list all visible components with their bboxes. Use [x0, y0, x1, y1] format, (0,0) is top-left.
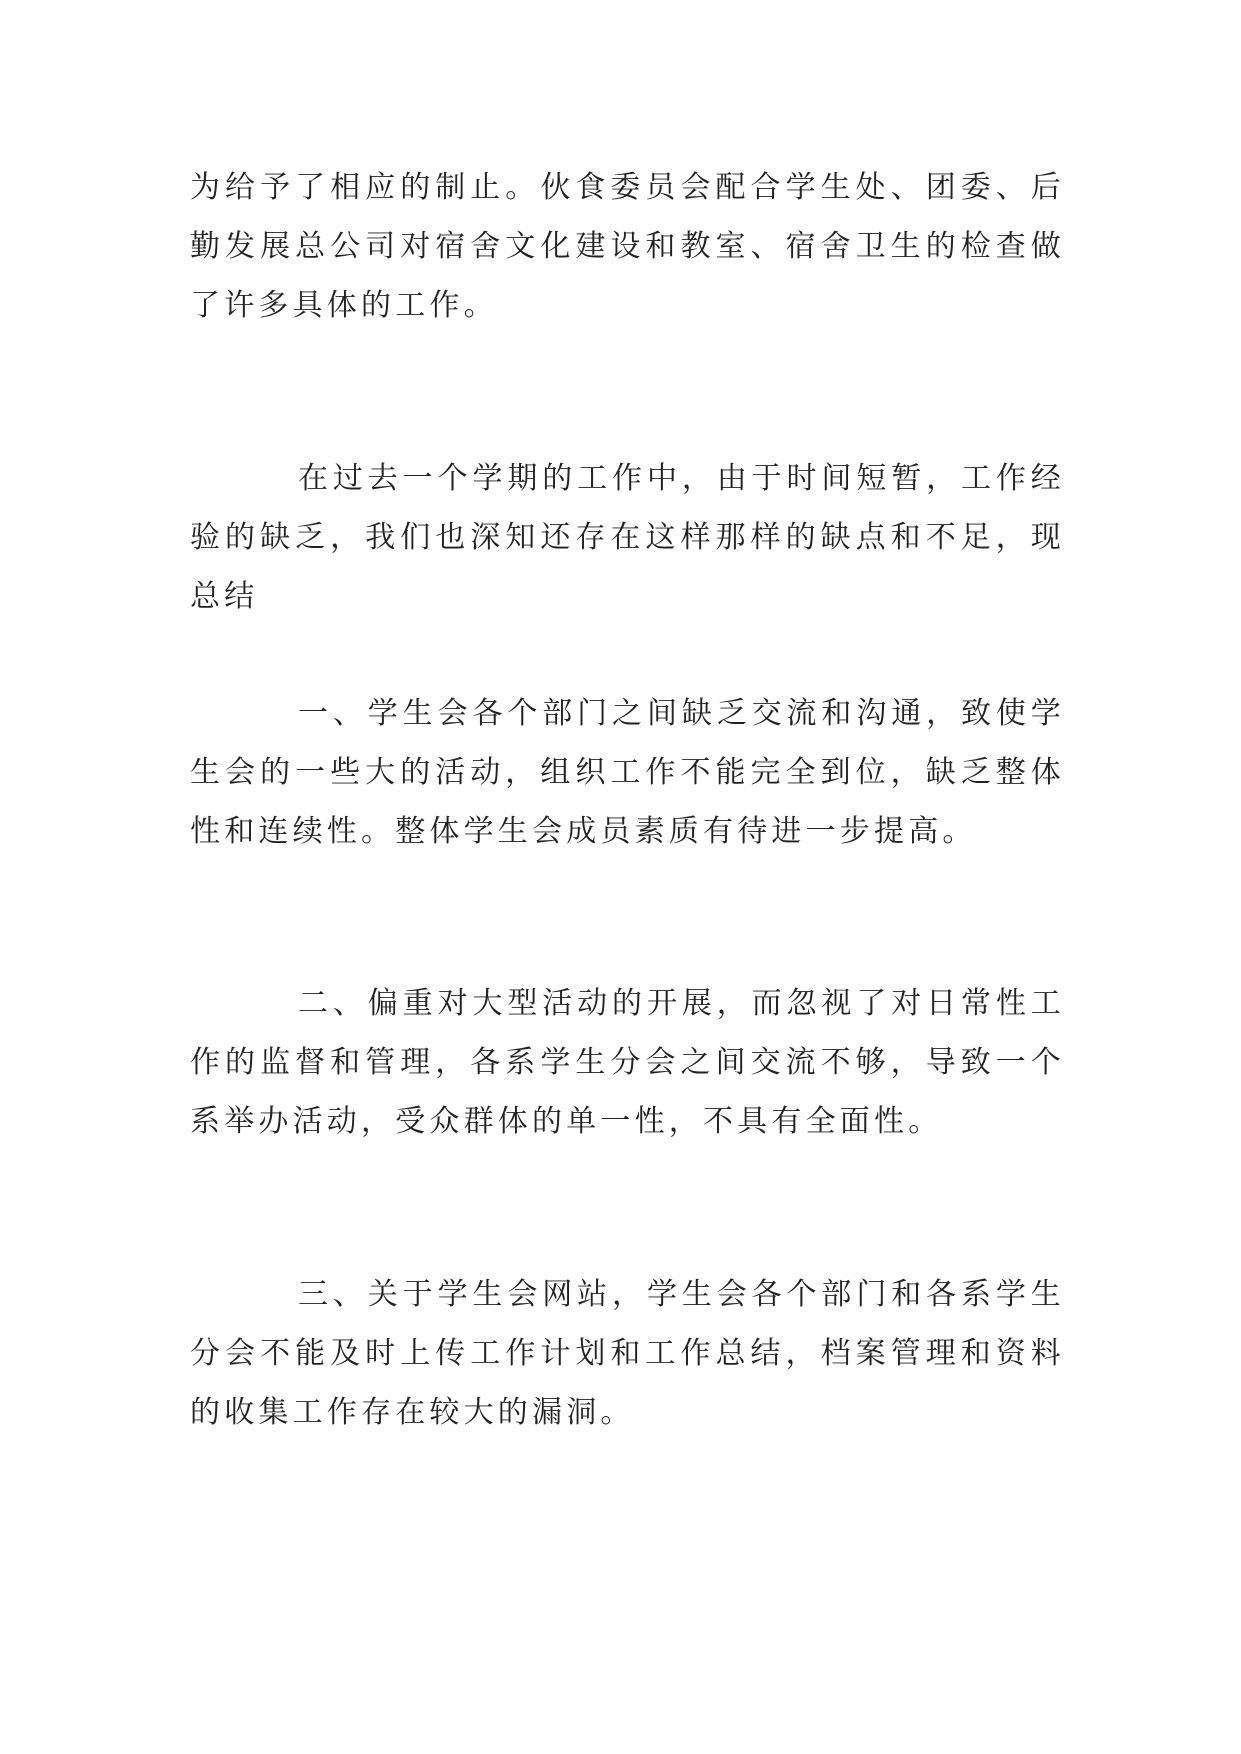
- paragraph-summary-intro: 在过去一个学期的工作中，由于时间短暂，工作经验的缺乏，我们也深知还存在这样那样的缺点和不足，现总结: [190, 461, 1065, 614]
- paragraph-point-two: 二、偏重对大型活动的开展，而忽视了对日常性工作的监督和管理，各系学生分会之间交流不够，导致一个系举办活动，受众群体的单一性，不具有全面性。: [190, 986, 1065, 1139]
- paragraph-point-three: 三、关于学生会网站，学生会各个部门和各系学生分会不能及时上传工作计划和工作总结，档案管理和资料的收集工作存在较大的漏洞。: [190, 1277, 1065, 1430]
- paragraph-point-one: 一、学生会各个部门之间缺乏交流和沟通，致使学生会的一些大的活动，组织工作不能完全到位，缺乏整体性和连续性。整体学生会成员素质有待进一步提高。: [190, 696, 1065, 849]
- paragraph-continuation: 为给予了相应的制止。伙食委员会配合学生处、团委、后勤发展总公司对宿舍文化建设和教室、宿舍卫生的检查做了许多具体的工作。: [190, 170, 1065, 323]
